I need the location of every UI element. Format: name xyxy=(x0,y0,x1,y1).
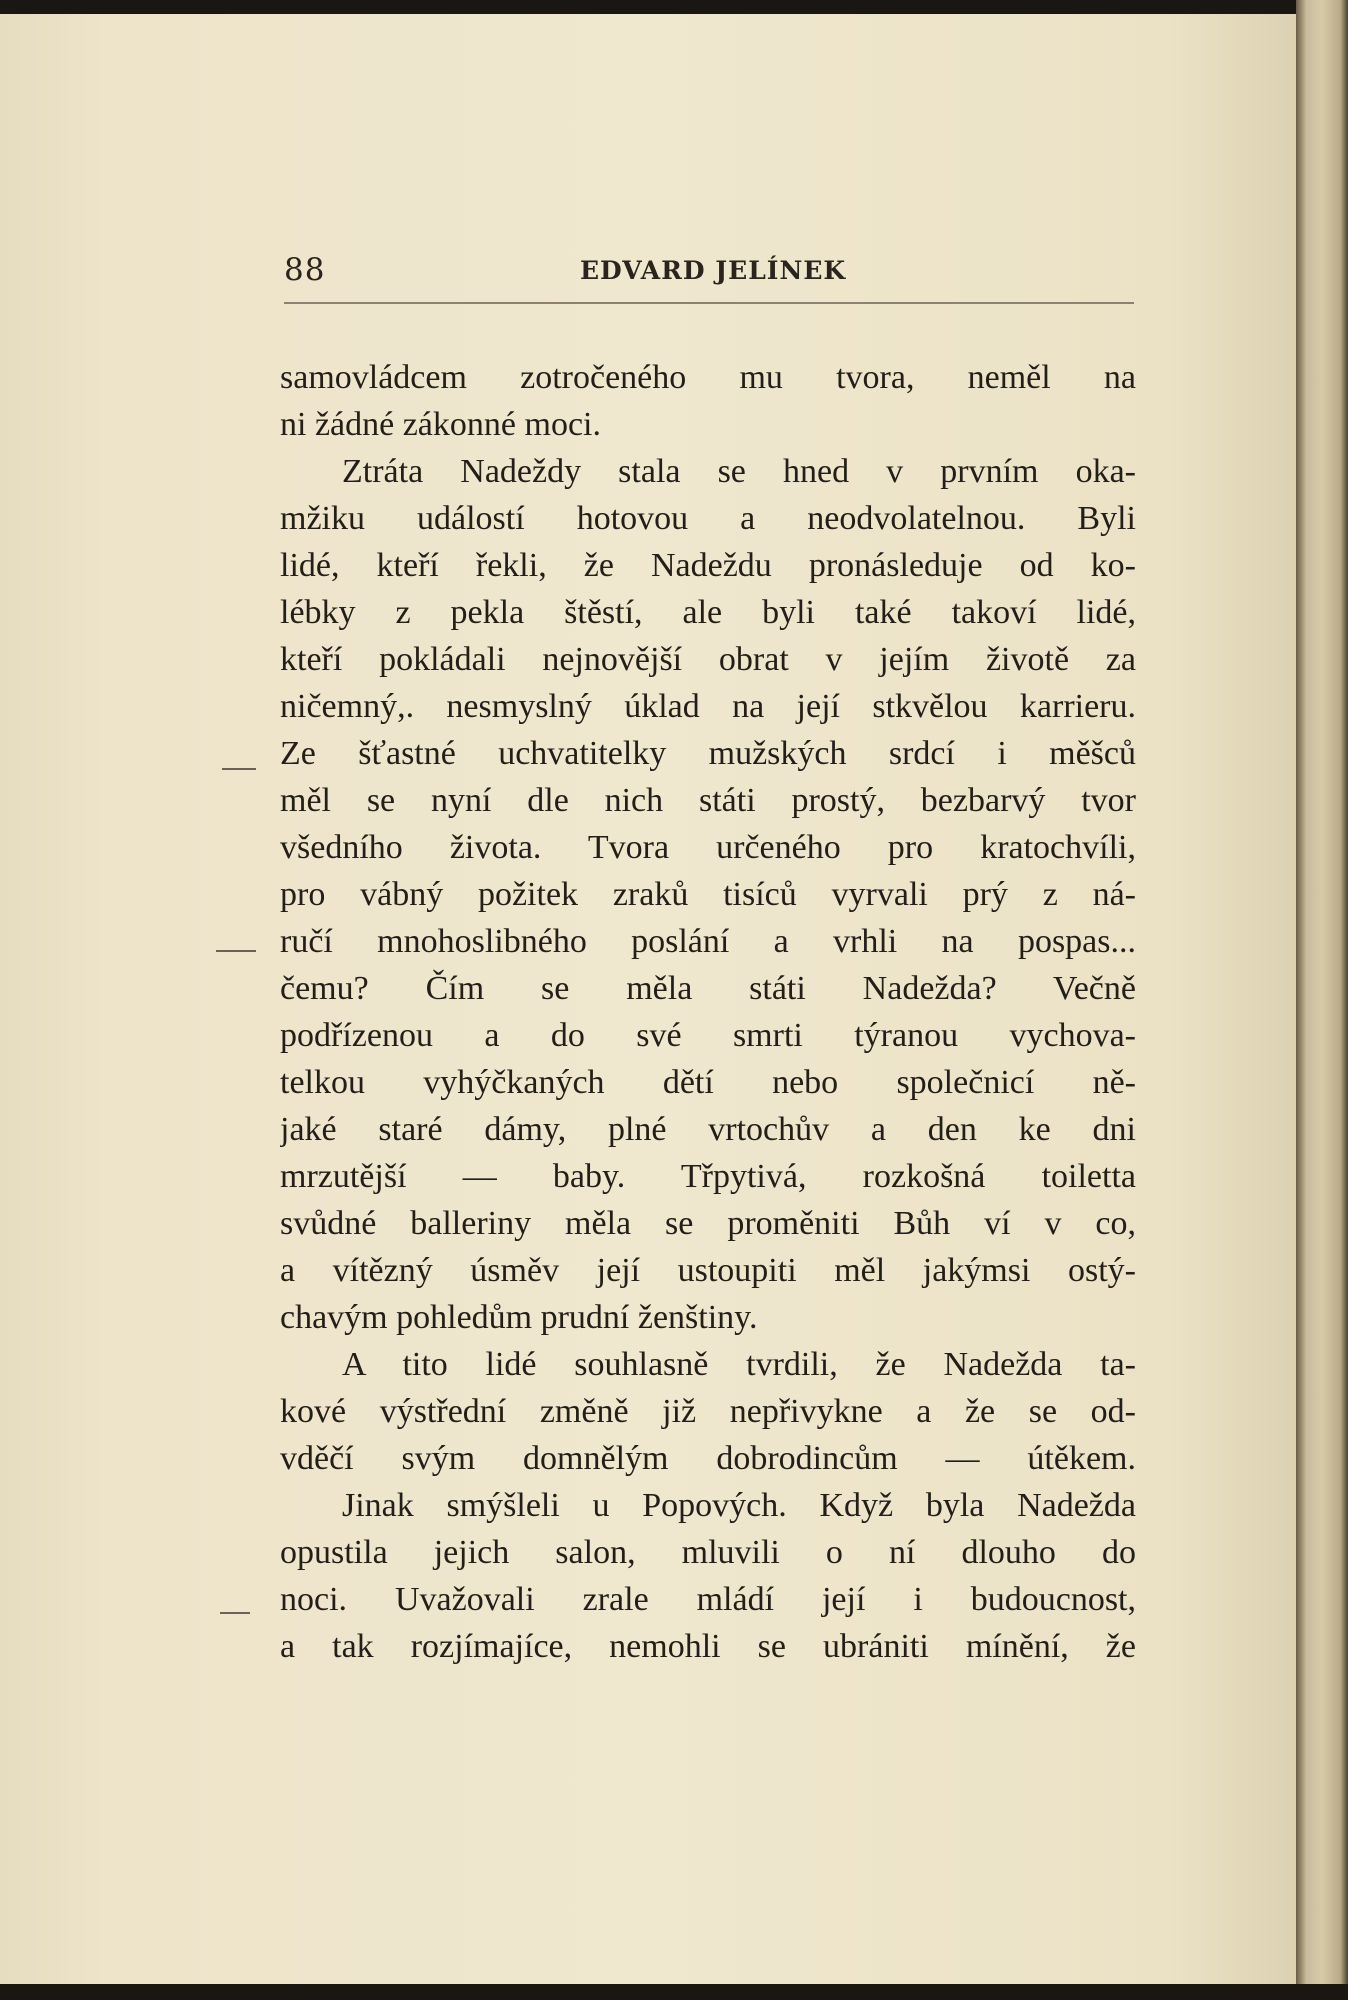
text-line: svůdné balleriny měla se proměniti Bůh ví v co, xyxy=(280,1205,1136,1242)
page-edge-strip xyxy=(1296,0,1348,2000)
text-line: chavým pohledům prudní ženštiny. xyxy=(280,1299,758,1336)
running-head: EDVARD JELÍNEK xyxy=(580,256,847,285)
text-line: noci. Uvažovali zrale mládí její i budoucnost, xyxy=(280,1581,1136,1618)
text-line: měl se nyní dle nich státi prostý, bezbarvý tvor xyxy=(280,782,1136,819)
text-line: vděčí svým domnělým dobrodincům — útěkem. xyxy=(280,1440,1136,1477)
text-line: Ze šťastné uchvatitelky mužských srdcí i měšců xyxy=(280,735,1136,772)
text-line: všedního života. Tvora určeného pro kratochvíli, xyxy=(280,829,1136,866)
page-number: 88 xyxy=(284,252,326,288)
text-line: ni žádné zákonné moci. xyxy=(280,406,601,443)
text-line: mžiku událostí hotovou a neodvolatelnou. Byli xyxy=(280,500,1136,537)
body-text xyxy=(280,354,1136,1670)
text-line: samovládcem zotročeného mu tvora, neměl na xyxy=(280,359,1136,396)
text-line: mrzutější — baby. Třpytivá, rozkošná toiletta xyxy=(280,1158,1136,1195)
text-line: kteří pokládali nejnovější obrat v jejím životě za xyxy=(280,641,1136,678)
text-line: ničemný,. nesmyslný úklad na její stkvělou karrieru. xyxy=(280,688,1136,725)
text-line: pro vábný požitek zraků tisíců vyrvali prý z ná- xyxy=(280,876,1136,913)
text-line: Jinak smýšleli u Popových. Když byla Nadežda xyxy=(342,1487,1136,1524)
text-line: a vítězný úsměv její ustoupiti měl jakýmsi ostý- xyxy=(280,1252,1136,1289)
margin-pencil-mark xyxy=(220,1612,250,1614)
text-line: a tak rozjímajíce, nemohli se ubrániti mínění, že xyxy=(280,1628,1136,1665)
text-line: kové výstřední změně již nepřivykne a že se od- xyxy=(280,1393,1136,1430)
text-line: A tito lidé souhlasně tvrdili, že Nadežda ta- xyxy=(342,1346,1136,1383)
text-line: ručí mnohoslibného poslání a vrhli na pospas... xyxy=(280,923,1136,960)
text-line: jaké staré dámy, plné vrtochův a den ke dni xyxy=(280,1111,1136,1148)
page-header xyxy=(284,236,1134,286)
header-rule xyxy=(284,302,1134,304)
margin-pencil-mark xyxy=(216,950,256,952)
scan-bottom-edge xyxy=(0,1984,1348,2000)
text-line: telkou vyhýčkaných dětí nebo společnicí ně- xyxy=(280,1064,1136,1101)
margin-pencil-mark xyxy=(222,768,256,770)
text-line: lébky z pekla štěstí, ale byli také takoví lidé, xyxy=(280,594,1136,631)
text-line: opustila jejich salon, mluvili o ní dlouho do xyxy=(280,1534,1136,1571)
text-line: podřízenou a do své smrti týranou vychova- xyxy=(280,1017,1136,1054)
text-line: Ztráta Nadeždy stala se hned v prvním oka- xyxy=(342,453,1136,490)
text-line: čemu? Čím se měla státi Nadežda? Večně xyxy=(280,970,1136,1007)
text-line: lidé, kteří řekli, že Nadeždu pronásleduje od ko- xyxy=(280,547,1136,584)
